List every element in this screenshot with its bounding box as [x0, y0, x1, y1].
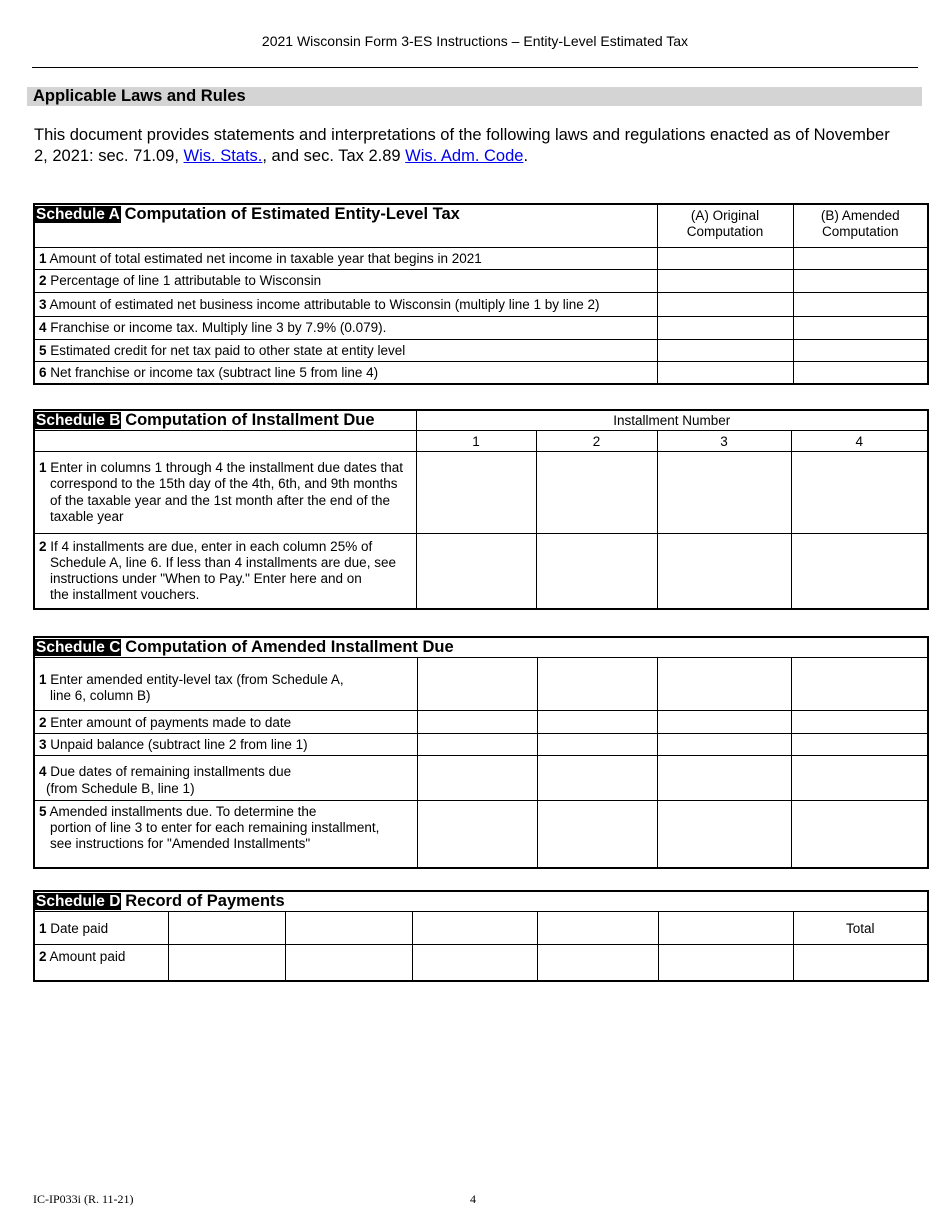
schedule-c-line1-label: [34, 658, 417, 711]
table-row: [34, 801, 928, 868]
amount-paid-cell-4[interactable]: [537, 945, 658, 981]
schedule-d-table: [33, 890, 929, 982]
schedule-d-line2-label: [34, 945, 168, 981]
table-row: [34, 247, 928, 269]
line-text: Amount paid: [49, 949, 126, 964]
schedule-a-line3-col-b[interactable]: [793, 292, 928, 316]
intro-text-2: , and sec. Tax 2.89: [262, 147, 406, 165]
table-row: [34, 339, 928, 361]
line-number: 3: [39, 296, 47, 312]
schedule-b-blank-cell: [34, 431, 416, 452]
line-text-cont: taxable year: [50, 509, 124, 524]
line-text-cont: see instructions for "Amended Installments": [50, 836, 311, 851]
schedule-b-line2-label: [34, 534, 416, 609]
total-label: Total: [793, 912, 928, 945]
schedule-c-line2-col2[interactable]: [537, 711, 657, 734]
schedule-b-line2-col4[interactable]: [791, 534, 928, 609]
schedule-a-line3-col-a[interactable]: [657, 292, 793, 316]
line-text-cont: (from Schedule B, line 1): [46, 781, 195, 796]
line-text-cont: correspond to the 15th day of the 4th, 6th, and 9th months: [50, 476, 398, 491]
line-text: Amount of total estimated net income in taxable year that begins in 2021: [49, 250, 482, 266]
schedule-c-line2-label: [34, 711, 417, 734]
date-paid-cell-5[interactable]: [658, 912, 793, 945]
schedule-d-header: [34, 891, 928, 912]
schedule-b-badge: Schedule B: [36, 412, 121, 429]
section-title: Applicable Laws and Rules: [27, 87, 922, 106]
line-text: Enter amended entity-level tax (from Schedule A,: [50, 672, 344, 687]
schedule-b-line1-col3[interactable]: [657, 452, 791, 534]
table-row: [34, 756, 928, 801]
schedule-a-line5-col-b[interactable]: [793, 339, 928, 361]
amount-paid-total[interactable]: [793, 945, 928, 981]
schedule-c-title: Computation of Amended Installment Due: [125, 638, 454, 656]
installment-number-header: Installment Number: [416, 410, 928, 431]
schedule-c-table: [33, 636, 929, 869]
table-row: [34, 912, 928, 945]
schedule-d-badge: Schedule D: [36, 893, 121, 910]
schedule-c-line5-col1[interactable]: [417, 801, 537, 868]
installment-col-1: 1: [416, 431, 536, 452]
schedule-a-line1-col-a[interactable]: [657, 247, 793, 269]
line-text-cont: the installment vouchers.: [50, 586, 200, 602]
line-text: Enter in columns 1 through 4 the installment due dates that: [50, 459, 403, 475]
schedule-c-line4-col3[interactable]: [657, 756, 791, 801]
amount-paid-cell-3[interactable]: [412, 945, 537, 981]
line-text-cont: line 6, column B): [50, 688, 151, 703]
table-row: [34, 734, 928, 756]
schedule-c-line4-col4[interactable]: [791, 756, 928, 801]
schedule-a-line5-col-a[interactable]: [657, 339, 793, 361]
schedule-c-line3-col4[interactable]: [791, 734, 928, 756]
amount-paid-cell-2[interactable]: [285, 945, 412, 981]
line-text-cont: instructions under "When to Pay." Enter here and on: [50, 570, 362, 586]
schedule-b-line1-label: [34, 452, 416, 534]
intro-text-1: This document provides statements and interpretations of the following laws and regulations enacted as of November 2, 2021: sec. 71.09,: [34, 126, 890, 165]
line-number: 5: [39, 342, 47, 358]
schedule-b-line1-col4[interactable]: [791, 452, 928, 534]
schedule-c-line4-col1[interactable]: [417, 756, 537, 801]
page-header: 2021 Wisconsin Form 3-ES Instructions – Entity-Level Estimated Tax: [261, 33, 689, 49]
schedule-a-line2-col-a[interactable]: [657, 269, 793, 292]
schedule-c-line3-col2[interactable]: [537, 734, 657, 756]
schedule-c-line2-col1[interactable]: [417, 711, 537, 734]
table-row: [34, 711, 928, 734]
schedule-a-table: [33, 203, 929, 385]
line-number: 1: [39, 250, 47, 266]
schedule-d-title: Record of Payments: [125, 892, 285, 910]
line-text: Date paid: [50, 920, 109, 936]
schedule-c-line4-col2[interactable]: [537, 756, 657, 801]
line-number: 2: [39, 714, 47, 730]
line-text: Amount of estimated net business income attributable to Wisconsin (multiply line 1 by line 2): [49, 296, 600, 312]
schedule-d-line1-label: [34, 912, 168, 945]
line-number: 3: [39, 737, 47, 752]
schedule-a-line4-col-b[interactable]: [793, 316, 928, 339]
schedule-c-line2-col4[interactable]: [791, 711, 928, 734]
intro-paragraph: [34, 125, 894, 167]
table-row: [34, 658, 928, 711]
installment-col-2: 2: [536, 431, 657, 452]
schedule-b-table: [33, 409, 929, 610]
table-row: [34, 945, 928, 981]
schedule-a-header: [34, 204, 657, 247]
table-row: [34, 534, 928, 609]
line-text-cont: of the taxable year and the 1st month after the end of the: [50, 492, 390, 508]
schedule-a-badge: Schedule A: [36, 206, 120, 223]
schedule-a-col-b-header: (B) Amended Computation: [793, 204, 928, 247]
page-number: 4: [470, 1192, 476, 1206]
wis-stats-link[interactable]: Wis. Stats.: [183, 147, 263, 165]
schedule-c-line1-col1[interactable]: [417, 658, 537, 711]
installment-col-4: 4: [791, 431, 928, 452]
wis-adm-code-link[interactable]: Wis. Adm. Code: [405, 147, 524, 165]
line-number: 2: [39, 273, 47, 288]
date-paid-cell-2[interactable]: [285, 912, 412, 945]
line-number: 5: [39, 804, 47, 819]
schedule-b-line2-col3[interactable]: [657, 534, 791, 609]
amount-paid-cell-1[interactable]: [168, 945, 285, 981]
schedule-a-line6-col-b[interactable]: [793, 361, 928, 384]
schedule-c-line1-col3[interactable]: [657, 658, 791, 711]
table-row: [34, 316, 928, 339]
schedule-a-line2-col-b[interactable]: [793, 269, 928, 292]
schedule-c-line1-col4[interactable]: [791, 658, 928, 711]
schedule-c-header: [34, 637, 928, 658]
schedule-b-header: [34, 410, 416, 431]
schedule-a-col-a-header: (A) Original Computation: [657, 204, 793, 247]
schedule-c-badge: Schedule C: [36, 639, 121, 656]
line-text: Amended installments due. To determine the: [49, 804, 317, 819]
schedule-c-line2-col3[interactable]: [657, 711, 791, 734]
line-text: Enter amount of payments made to date: [50, 714, 292, 730]
line-text: If 4 installments are due, enter in each column 25% of: [50, 538, 373, 554]
schedule-a-line6-col-a[interactable]: [657, 361, 793, 384]
date-paid-cell-3[interactable]: [412, 912, 537, 945]
line-number: 6: [39, 364, 47, 380]
header-rule: [32, 67, 918, 68]
date-paid-cell-1[interactable]: [168, 912, 285, 945]
line-number: 1: [39, 672, 47, 687]
schedule-c-line3-label: [34, 734, 417, 756]
amount-paid-cell-5[interactable]: [658, 945, 793, 981]
line-text-cont: portion of line 3 to enter for each remaining installment,: [50, 820, 380, 835]
line-text: Unpaid balance (subtract line 2 from line 1): [50, 737, 308, 752]
schedule-b-line2-col1[interactable]: [416, 534, 536, 609]
line-number: 4: [39, 320, 47, 335]
table-row: [34, 361, 928, 384]
schedule-c-line5-col4[interactable]: [791, 801, 928, 868]
line-number: 4: [39, 764, 47, 779]
line-text-cont: Schedule A, line 6. If less than 4 installments are due, see: [50, 554, 396, 570]
schedule-c-line3-col1[interactable]: [417, 734, 537, 756]
line-number: 2: [39, 538, 47, 554]
line-number: 1: [39, 459, 47, 475]
schedule-c-line5-col2[interactable]: [537, 801, 657, 868]
schedule-b-line1-col1[interactable]: [416, 452, 536, 534]
table-row: [34, 269, 928, 292]
schedule-c-line3-col3[interactable]: [657, 734, 791, 756]
table-row: [34, 452, 928, 534]
installment-col-3: 3: [657, 431, 791, 452]
schedule-b-line2-col2[interactable]: [536, 534, 657, 609]
date-paid-cell-4[interactable]: [537, 912, 658, 945]
schedule-a-title: Computation of Estimated Entity-Level Tax: [124, 205, 460, 223]
schedule-c-line4-label: [34, 756, 417, 801]
schedule-b-title: Computation of Installment Due: [125, 411, 375, 429]
schedule-c-line1-col2[interactable]: [537, 658, 657, 711]
line-text: Net franchise or income tax (subtract line 5 from line 4): [50, 364, 379, 380]
line-text: Estimated credit for net tax paid to other state at entity level: [50, 342, 406, 358]
schedule-c-line5-col3[interactable]: [657, 801, 791, 868]
line-number: 1: [39, 920, 47, 936]
schedule-c-line5-label: [34, 801, 417, 868]
schedule-a-line1-col-b[interactable]: [793, 247, 928, 269]
line-text: Percentage of line 1 attributable to Wisconsin: [50, 273, 322, 288]
line-text: Franchise or income tax. Multiply line 3 by 7.9% (0.079).: [50, 320, 387, 335]
schedule-b-line1-col2[interactable]: [536, 452, 657, 534]
table-row: [34, 292, 928, 316]
form-id: IC-IP033i (R. 11-21): [33, 1192, 134, 1206]
intro-text-3: .: [523, 147, 529, 165]
line-text: Due dates of remaining installments due: [50, 764, 292, 779]
line-number: 2: [39, 949, 47, 964]
schedule-a-line4-col-a[interactable]: [657, 316, 793, 339]
